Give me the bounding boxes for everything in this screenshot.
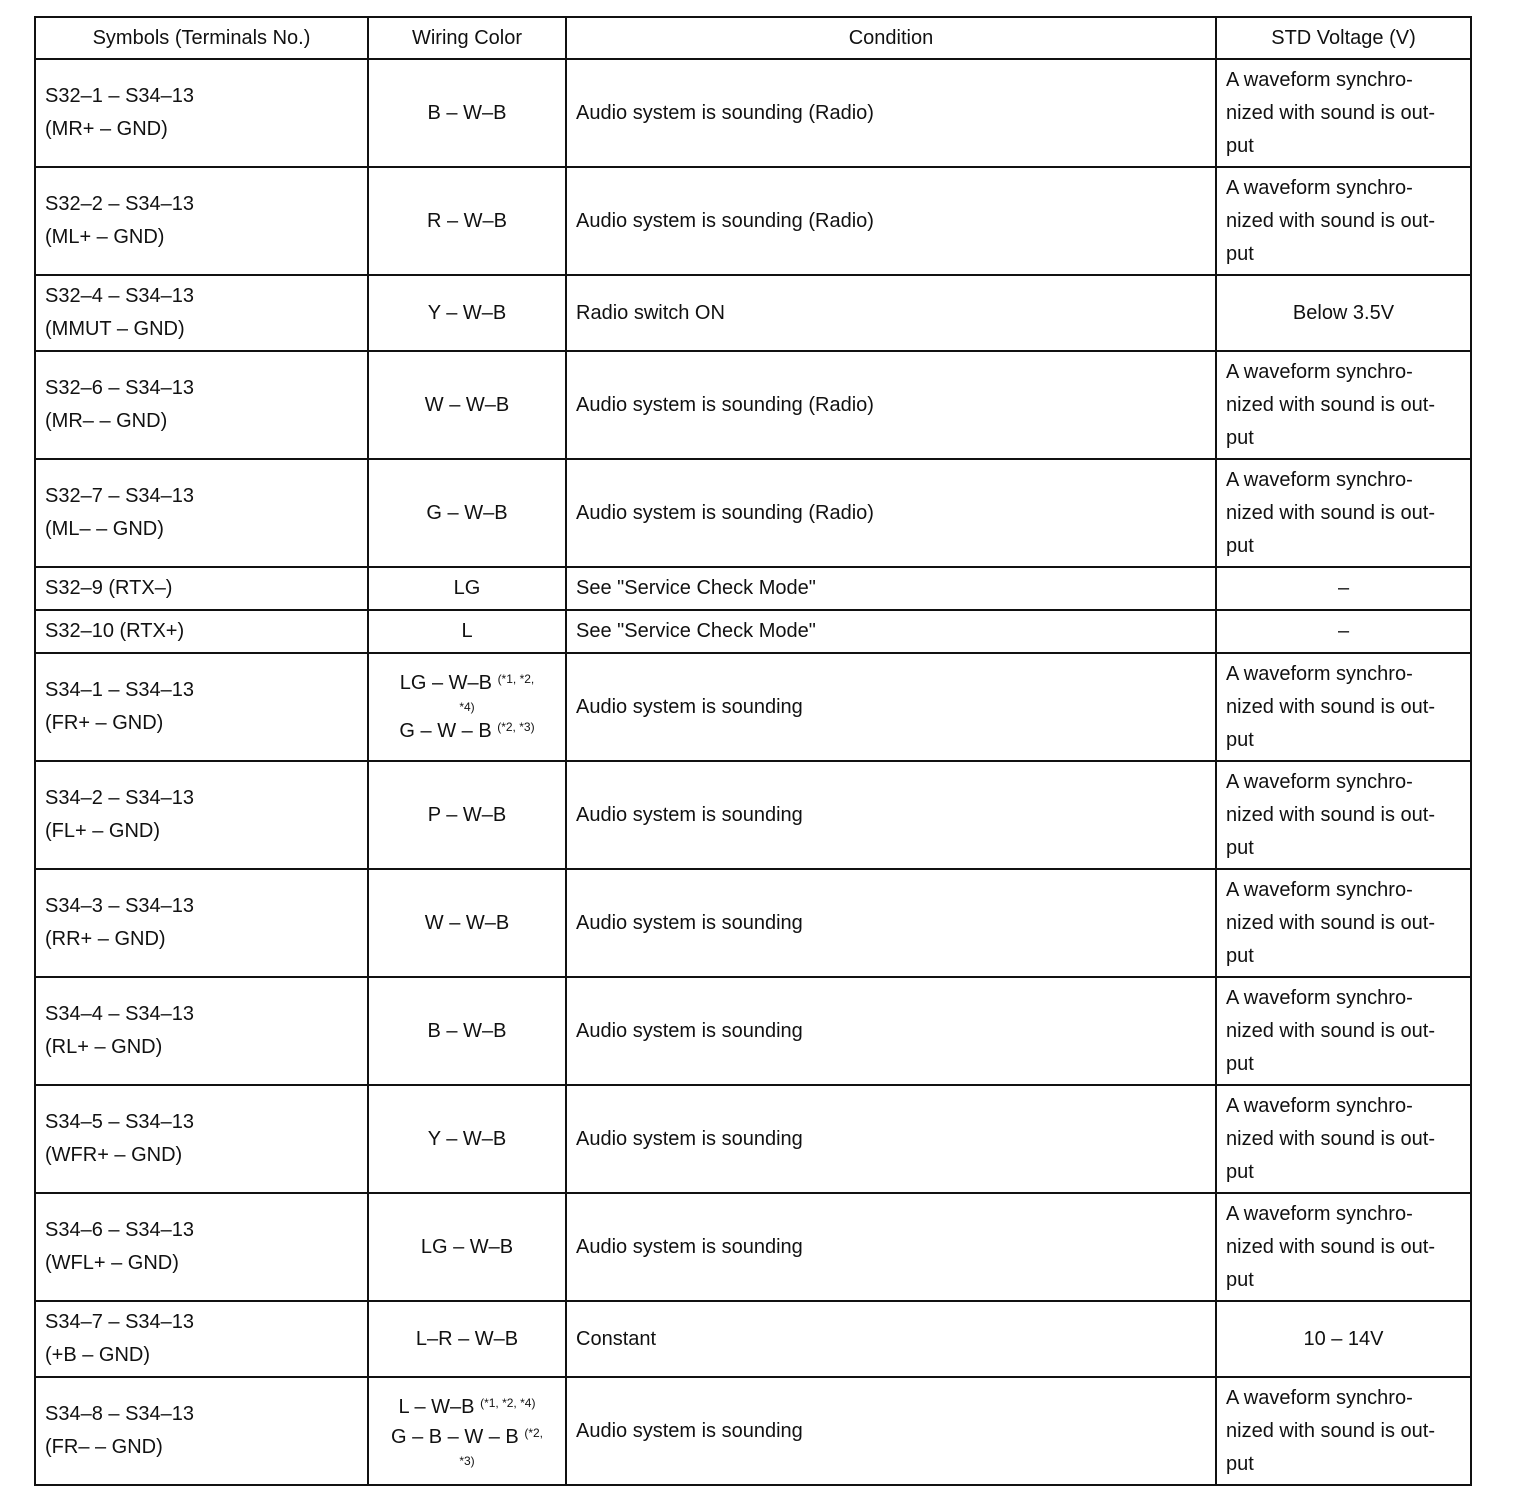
table-row bbox=[35, 610, 1471, 653]
condition-cell: Radio switch ON bbox=[566, 275, 1216, 351]
condition-cell: Audio system is sounding bbox=[566, 653, 1216, 761]
condition-cell: Audio system is sounding bbox=[566, 1377, 1216, 1485]
condition-cell: Audio system is sounding bbox=[566, 869, 1216, 977]
terminal-cell bbox=[35, 1301, 368, 1377]
voltage-line: A waveform synchro- bbox=[1226, 662, 1413, 685]
terminal-pair: S34–3 – S34–13 bbox=[45, 895, 195, 917]
terminal-signal: (WFL+ – GND) bbox=[45, 1252, 179, 1274]
header-symbols: Symbols (Terminals No.) bbox=[35, 17, 368, 59]
voltage-cell bbox=[1216, 1085, 1471, 1193]
footnote-marker: (*1, *2, bbox=[497, 672, 535, 686]
terminal-cell: S32–10 (RTX+) bbox=[35, 610, 368, 653]
terminal-cell: S32–9 (RTX–) bbox=[35, 567, 368, 610]
voltage-line: put bbox=[1226, 426, 1254, 449]
terminal-voltage-table bbox=[34, 16, 1472, 1486]
voltage-line: put bbox=[1226, 836, 1254, 859]
voltage-cell bbox=[1216, 869, 1471, 977]
terminal-signal: (RR+ – GND) bbox=[45, 928, 166, 950]
voltage-line: nized with sound is out- bbox=[1226, 209, 1436, 232]
wiring-color-cell: W – W–B bbox=[368, 351, 566, 459]
condition-cell: Audio system is sounding bbox=[566, 977, 1216, 1085]
voltage-line: put bbox=[1226, 1268, 1254, 1291]
table-row bbox=[35, 761, 1471, 869]
voltage-line: put bbox=[1226, 1052, 1254, 1075]
wiring-color-cell bbox=[368, 653, 566, 761]
voltage-cell: 10 – 14V bbox=[1216, 1301, 1471, 1377]
table-row bbox=[35, 351, 1471, 459]
wiring-color-cell: G – W–B bbox=[368, 459, 566, 567]
voltage-line: nized with sound is out- bbox=[1226, 393, 1436, 416]
wiring-color-option bbox=[378, 668, 556, 698]
terminal-cell bbox=[35, 1193, 368, 1301]
voltage-line: put bbox=[1226, 728, 1254, 751]
table-row bbox=[35, 1193, 1471, 1301]
terminal-pair: S34–2 – S34–13 bbox=[45, 787, 195, 809]
terminal-cell bbox=[35, 459, 368, 567]
wiring-color-text: G – W – B bbox=[399, 720, 492, 742]
voltage-cell: – bbox=[1216, 567, 1471, 610]
footnote-marker: (*1, *2, *4) bbox=[480, 1396, 536, 1410]
terminal-cell bbox=[35, 275, 368, 351]
terminal-pair: S34–4 – S34–13 bbox=[45, 1003, 195, 1025]
condition-cell: Audio system is sounding bbox=[566, 1085, 1216, 1193]
voltage-cell: – bbox=[1216, 610, 1471, 653]
voltage-cell bbox=[1216, 1193, 1471, 1301]
terminal-signal: (MMUT – GND) bbox=[45, 318, 185, 340]
terminal-pair: S34–7 – S34–13 bbox=[45, 1311, 195, 1333]
terminal-signal: (FR+ – GND) bbox=[45, 712, 164, 734]
terminal-signal: (ML– – GND) bbox=[45, 518, 164, 540]
terminal-signal: (WFR+ – GND) bbox=[45, 1144, 183, 1166]
table-row bbox=[35, 59, 1471, 167]
footnote-marker: (*2, bbox=[524, 1426, 544, 1440]
condition-cell: See "Service Check Mode" bbox=[566, 610, 1216, 653]
voltage-line: put bbox=[1226, 944, 1254, 967]
terminal-pair: S32–2 – S34–13 bbox=[45, 193, 195, 215]
voltage-line: put bbox=[1226, 134, 1254, 157]
condition-cell: Constant bbox=[566, 1301, 1216, 1377]
wiring-color-text: LG – W–B bbox=[399, 672, 492, 694]
wiring-color-cell: LG – W–B bbox=[368, 1193, 566, 1301]
voltage-line: put bbox=[1226, 242, 1254, 265]
terminal-signal: (FR– – GND) bbox=[45, 1436, 163, 1458]
table-row bbox=[35, 275, 1471, 351]
voltage-cell: Below 3.5V bbox=[1216, 275, 1471, 351]
wiring-color-cell: Y – W–B bbox=[368, 275, 566, 351]
voltage-line: put bbox=[1226, 1452, 1254, 1475]
table-row bbox=[35, 167, 1471, 275]
voltage-line: A waveform synchro- bbox=[1226, 1094, 1413, 1117]
voltage-line: A waveform synchro- bbox=[1226, 1202, 1413, 1225]
wiring-color-cell bbox=[368, 1377, 566, 1485]
wiring-color-cell: W – W–B bbox=[368, 869, 566, 977]
wiring-color-text: G – B – W – B bbox=[390, 1426, 519, 1448]
voltage-cell bbox=[1216, 459, 1471, 567]
table-row bbox=[35, 1377, 1471, 1485]
voltage-line: A waveform synchro- bbox=[1226, 68, 1413, 91]
voltage-line: nized with sound is out- bbox=[1226, 911, 1436, 934]
terminal-cell bbox=[35, 1377, 368, 1485]
condition-cell: Audio system is sounding bbox=[566, 761, 1216, 869]
table-row bbox=[35, 977, 1471, 1085]
voltage-line: A waveform synchro- bbox=[1226, 770, 1413, 793]
wiring-color-text: L – W–B bbox=[398, 1396, 475, 1418]
wiring-color-cell: Y – W–B bbox=[368, 1085, 566, 1193]
header-condition: Condition bbox=[566, 17, 1216, 59]
voltage-line: A waveform synchro- bbox=[1226, 468, 1413, 491]
terminal-pair: S34–5 – S34–13 bbox=[45, 1111, 195, 1133]
terminal-cell bbox=[35, 351, 368, 459]
wiring-color-cell: R – W–B bbox=[368, 167, 566, 275]
terminal-pair: S32–7 – S34–13 bbox=[45, 485, 195, 507]
footnote-marker: *4) bbox=[459, 700, 475, 714]
table-row bbox=[35, 1085, 1471, 1193]
condition-cell: Audio system is sounding (Radio) bbox=[566, 351, 1216, 459]
voltage-cell bbox=[1216, 761, 1471, 869]
voltage-line: nized with sound is out- bbox=[1226, 1019, 1436, 1042]
condition-cell: Audio system is sounding (Radio) bbox=[566, 459, 1216, 567]
voltage-line: nized with sound is out- bbox=[1226, 501, 1436, 524]
wiring-color-cell: P – W–B bbox=[368, 761, 566, 869]
table-row bbox=[35, 653, 1471, 761]
header-std-voltage: STD Voltage (V) bbox=[1216, 17, 1471, 59]
terminal-pair: S32–6 – S34–13 bbox=[45, 377, 195, 399]
voltage-cell bbox=[1216, 1377, 1471, 1485]
voltage-line: nized with sound is out- bbox=[1226, 1419, 1436, 1442]
wiring-color-cell: L bbox=[368, 610, 566, 653]
table-header-row bbox=[35, 17, 1471, 59]
terminal-signal: (+B – GND) bbox=[45, 1344, 151, 1366]
voltage-cell bbox=[1216, 351, 1471, 459]
voltage-cell bbox=[1216, 167, 1471, 275]
voltage-line: put bbox=[1226, 1160, 1254, 1183]
wiring-color-cell: B – W–B bbox=[368, 59, 566, 167]
terminal-cell bbox=[35, 761, 368, 869]
footnote-marker: *3) bbox=[459, 1454, 475, 1468]
condition-cell: Audio system is sounding (Radio) bbox=[566, 59, 1216, 167]
voltage-line: A waveform synchro- bbox=[1226, 1386, 1413, 1409]
header-wiring-color: Wiring Color bbox=[368, 17, 566, 59]
table-row bbox=[35, 869, 1471, 977]
terminal-signal: (RL+ – GND) bbox=[45, 1036, 163, 1058]
voltage-line: nized with sound is out- bbox=[1226, 101, 1436, 124]
terminal-pair: S32–4 – S34–13 bbox=[45, 285, 195, 307]
voltage-cell bbox=[1216, 977, 1471, 1085]
terminal-pair: S34–8 – S34–13 bbox=[45, 1403, 195, 1425]
voltage-line: nized with sound is out- bbox=[1226, 1235, 1436, 1258]
wiring-color-option bbox=[378, 716, 556, 746]
terminal-pair: S34–1 – S34–13 bbox=[45, 679, 195, 701]
condition-cell: Audio system is sounding (Radio) bbox=[566, 167, 1216, 275]
wiring-color-cell: B – W–B bbox=[368, 977, 566, 1085]
terminal-pair: S32–1 – S34–13 bbox=[45, 85, 195, 107]
terminal-pair: S34–6 – S34–13 bbox=[45, 1219, 195, 1241]
wiring-color-cell: L–R – W–B bbox=[368, 1301, 566, 1377]
terminal-cell bbox=[35, 653, 368, 761]
table-row bbox=[35, 459, 1471, 567]
terminal-cell bbox=[35, 869, 368, 977]
voltage-line: A waveform synchro- bbox=[1226, 878, 1413, 901]
terminal-cell bbox=[35, 1085, 368, 1193]
voltage-line: A waveform synchro- bbox=[1226, 360, 1413, 383]
terminal-signal: (MR+ – GND) bbox=[45, 118, 168, 140]
voltage-line: A waveform synchro- bbox=[1226, 986, 1413, 1009]
voltage-line: A waveform synchro- bbox=[1226, 176, 1413, 199]
terminal-signal: (FL+ – GND) bbox=[45, 820, 161, 842]
terminal-signal: (ML+ – GND) bbox=[45, 226, 165, 248]
wiring-color-cell: LG bbox=[368, 567, 566, 610]
voltage-cell bbox=[1216, 59, 1471, 167]
voltage-line: nized with sound is out- bbox=[1226, 1127, 1436, 1150]
table-row bbox=[35, 1301, 1471, 1377]
voltage-line: nized with sound is out- bbox=[1226, 695, 1436, 718]
terminal-signal: (MR– – GND) bbox=[45, 410, 168, 432]
condition-cell: Audio system is sounding bbox=[566, 1193, 1216, 1301]
voltage-line: put bbox=[1226, 534, 1254, 557]
voltage-line: nized with sound is out- bbox=[1226, 803, 1436, 826]
footnote-marker: (*2, *3) bbox=[497, 720, 535, 734]
terminal-cell bbox=[35, 167, 368, 275]
table-row bbox=[35, 567, 1471, 610]
terminal-cell bbox=[35, 59, 368, 167]
condition-cell: See "Service Check Mode" bbox=[566, 567, 1216, 610]
terminal-cell bbox=[35, 977, 368, 1085]
wiring-color-option bbox=[378, 1392, 556, 1422]
wiring-color-option bbox=[378, 1422, 556, 1452]
voltage-cell bbox=[1216, 653, 1471, 761]
